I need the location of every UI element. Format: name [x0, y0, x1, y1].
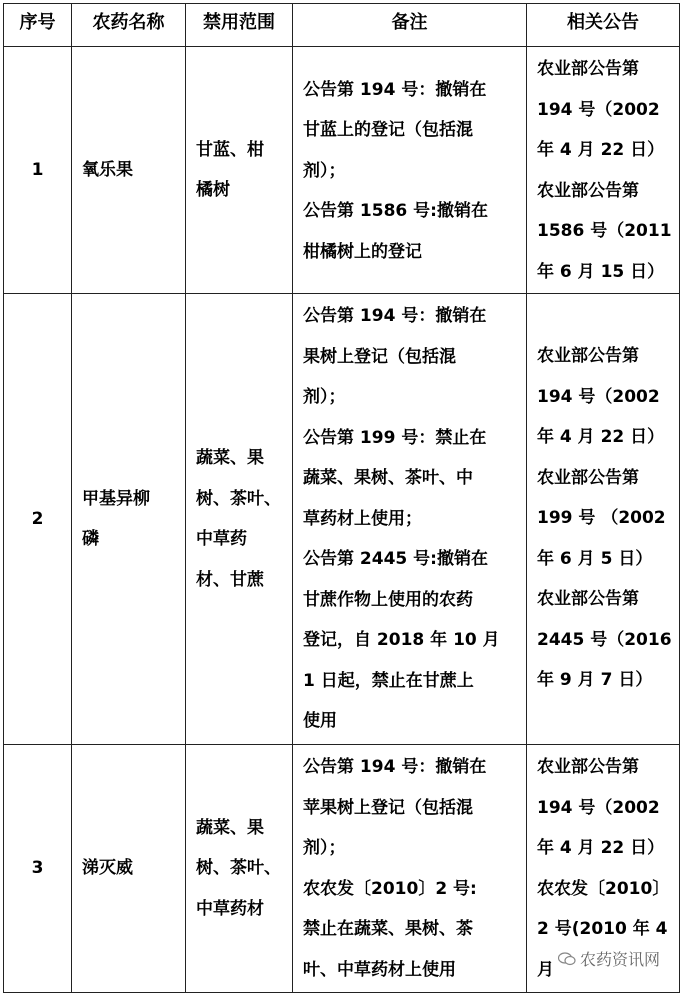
watermark-text: 农药资讯网: [580, 950, 661, 969]
announcement-line: 农业部公告第: [537, 59, 639, 79]
row-index: 1: [4, 47, 72, 294]
announcement-line: 年 9 月 7 日）: [537, 670, 653, 690]
note-line: 1 日起，禁止在甘蔗上: [303, 670, 474, 691]
pesticide-name: [72, 47, 186, 294]
note-line: 公告第 199 号：禁止在: [303, 427, 487, 448]
announcement-line: 199 号 （2002: [537, 508, 666, 528]
announcement-line: 194 号（2002: [537, 797, 660, 818]
notes-cell: [293, 294, 527, 745]
wechat-icon: [558, 952, 576, 966]
note-line: 公告第 1586 号:撤销在: [303, 201, 488, 222]
row-index: 2: [4, 294, 72, 745]
name-line: 涕灭威: [82, 858, 133, 879]
announcement-line: 年 6 月 5 日）: [537, 548, 653, 569]
announcements-cell: [527, 294, 680, 745]
announcement-line: 2 号(2010 年 4: [537, 919, 668, 939]
note-line: 叶、中草药材上使用: [303, 959, 456, 980]
note-line: 甘蔗作物上使用的农药: [303, 589, 473, 610]
announcement-line: 农业部公告第: [537, 180, 639, 201]
scope-line: 树、茶叶、: [196, 858, 281, 879]
ban-scope: [186, 745, 293, 993]
announcement-line: 194 号（2002: [537, 99, 660, 120]
note-line: 剂）；: [303, 838, 346, 858]
table-row: [4, 47, 680, 294]
announcement-line: 2445 号（2016: [537, 629, 672, 650]
pesticide-ban-table: [3, 3, 680, 993]
announcements-cell: [527, 47, 680, 294]
note-line: 苹果树上登记（包括混: [303, 797, 473, 818]
name-line: 甲基异柳: [82, 488, 150, 509]
announcement-line: 194 号（2002: [537, 386, 660, 407]
note-line: 公告第 194 号：撤销在: [303, 306, 487, 326]
note-line: 剂）；: [303, 387, 346, 407]
announcement-line: 年 4 月 22 日）: [537, 838, 665, 858]
scope-line: 树、茶叶、: [196, 488, 281, 509]
announcement-line: 年 6 月 15 日）: [537, 261, 665, 282]
announcement-line: 月: [537, 959, 554, 980]
announcement-line: 农农发〔2010〕: [537, 878, 670, 899]
scope-line: 蔬菜、果: [196, 448, 264, 468]
header-scope: 禁用范围: [186, 4, 293, 47]
watermark: [558, 947, 660, 970]
note-line: 公告第 2445 号:撤销在: [303, 549, 488, 569]
scope-line: 蔬菜、果: [196, 817, 264, 838]
scope-line: 中草药材: [196, 898, 264, 919]
header-announcements: 相关公告: [527, 4, 680, 47]
scope-line: 橘树: [196, 180, 230, 200]
announcement-line: 农业部公告第: [537, 467, 639, 488]
announcement-line: 1586 号（2011: [537, 221, 672, 241]
announcement-line: 农业部公告第: [537, 346, 639, 366]
ban-scope: [186, 47, 293, 294]
note-line: 剂）；: [303, 160, 346, 181]
name-line: 氧乐果: [82, 159, 133, 180]
table-row: [4, 294, 680, 745]
scope-line: 甘蓝、柑: [196, 139, 264, 160]
scope-line: 材、甘蔗: [196, 569, 264, 590]
scope-line: 中草药: [196, 529, 247, 549]
note-line: 公告第 194 号：撤销在: [303, 79, 487, 100]
note-line: 使用: [303, 711, 337, 731]
note-line: 果树上登记（包括混: [303, 346, 456, 367]
note-line: 登记，自 2018 年 10 月: [303, 630, 500, 650]
note-line: 公告第 194 号：撤销在: [303, 757, 487, 777]
pesticide-name: [72, 294, 186, 745]
header-name: 农药名称: [72, 4, 186, 47]
note-line: 柑橘树上的登记: [303, 241, 422, 262]
header-index: 序号: [4, 4, 72, 47]
note-line: 禁止在蔬菜、果树、茶: [303, 919, 473, 939]
note-line: 草药材上使用；: [303, 508, 422, 529]
note-line: 农农发〔2010〕2 号:: [303, 878, 477, 899]
ban-scope: [186, 294, 293, 745]
header-row: [4, 4, 680, 47]
note-line: 甘蓝上的登记（包括混: [303, 120, 473, 141]
announcement-line: 年 4 月 22 日）: [537, 427, 665, 447]
notes-cell: [293, 47, 527, 294]
announcement-line: 农业部公告第: [537, 757, 639, 777]
row-index: 3: [4, 745, 72, 993]
name-line: 磷: [82, 529, 99, 549]
note-line: 蔬菜、果树、茶叶、中: [303, 468, 473, 488]
announcement-line: 年 4 月 22 日）: [537, 140, 665, 160]
notes-cell: [293, 745, 527, 993]
announcement-line: 农业部公告第: [537, 589, 639, 609]
header-notes: 备注: [293, 4, 527, 47]
pesticide-name: [72, 745, 186, 993]
